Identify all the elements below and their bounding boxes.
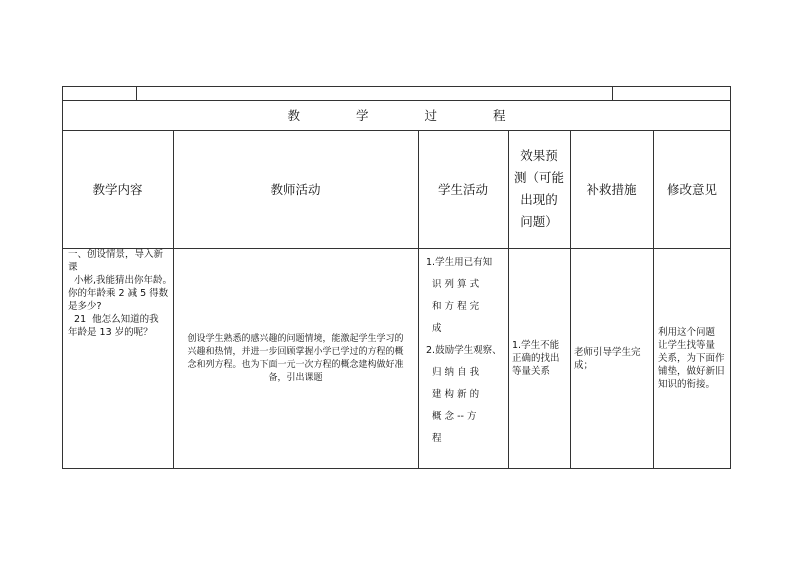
content-line: 课 (68, 262, 78, 273)
header-effect-prediction (508, 130, 570, 248)
student-line: 识 列 算 式 (426, 279, 480, 290)
student-line: 2.鼓励学生观察、 (426, 345, 502, 356)
remedy-line: 老师引导学生完 (574, 346, 641, 358)
revision-line: 铺垫，做好新旧 (658, 366, 725, 377)
effect-line: 正确的找出 (512, 353, 560, 364)
revision-line: 知识的衔接。 (658, 379, 716, 390)
section-title: 教 学 过 程 (287, 108, 532, 123)
revision-line: 利用这个问题 (658, 327, 716, 338)
student-line: 归 纳 自 我 (426, 367, 480, 378)
content-line: 是多少? (68, 301, 102, 312)
header-revision: 修改意见 (666, 182, 717, 197)
revision-line: 让学生找等量 (658, 340, 716, 351)
cell-teaching-content (62, 248, 173, 469)
student-line: 概 念 -- 方 (426, 411, 477, 422)
header-student-activity: 学生活动 (437, 182, 488, 197)
cell-effect-prediction (508, 248, 570, 469)
student-line: 建 构 新 的 (426, 389, 480, 400)
teacher-line: 念和列方程。也为下面一元一次方程的概念建构做好准 (187, 359, 404, 370)
student-line: 成 (426, 323, 442, 334)
header-effect-line: 问题） (520, 214, 558, 229)
student-line: 和 方 程 完 (426, 301, 480, 312)
revision-line: 关系，为下面作 (658, 353, 725, 364)
student-line: 程 (426, 433, 442, 444)
teacher-line: 兴趣和热情，并进一步回顾掌握小学已学过的方程的概 (187, 346, 404, 357)
col-divider (612, 86, 613, 100)
remedy-line: 成； (574, 359, 594, 371)
teacher-line: 备，引出课题 (268, 372, 323, 383)
header-effect-line: 效果预 (520, 148, 558, 163)
effect-line: 等量关系 (512, 366, 551, 377)
cell-teacher-activity (173, 248, 418, 469)
cell-remedy (570, 248, 653, 469)
content-line: 年龄是 13 岁的呢？ (68, 327, 153, 338)
content-line: 一、创设情景，导入新 (68, 249, 164, 260)
header-effect-line: 测（可能 (513, 170, 564, 185)
content-line: 小彬,我能猜出你年龄。 (68, 275, 173, 286)
header-content: 教学内容 (92, 182, 143, 197)
header-effect-line: 出现的 (520, 192, 558, 207)
teacher-line: 创设学生熟悉的感兴趣的问题情境，能激起学生学习的 (187, 333, 404, 344)
col-divider (136, 86, 137, 100)
effect-line: 1.学生不能 (512, 340, 560, 351)
cell-student-activity (418, 248, 508, 469)
header-teacher-activity: 教师活动 (270, 182, 321, 197)
content-line: 21 他怎么知道的我 (68, 314, 159, 325)
header-remedy: 补救措施 (586, 182, 637, 197)
student-line: 1.学生用已有知 (426, 257, 493, 268)
cell-revision (653, 248, 731, 469)
content-line: 你的年龄乘 2 减 5 得数 (68, 288, 169, 299)
